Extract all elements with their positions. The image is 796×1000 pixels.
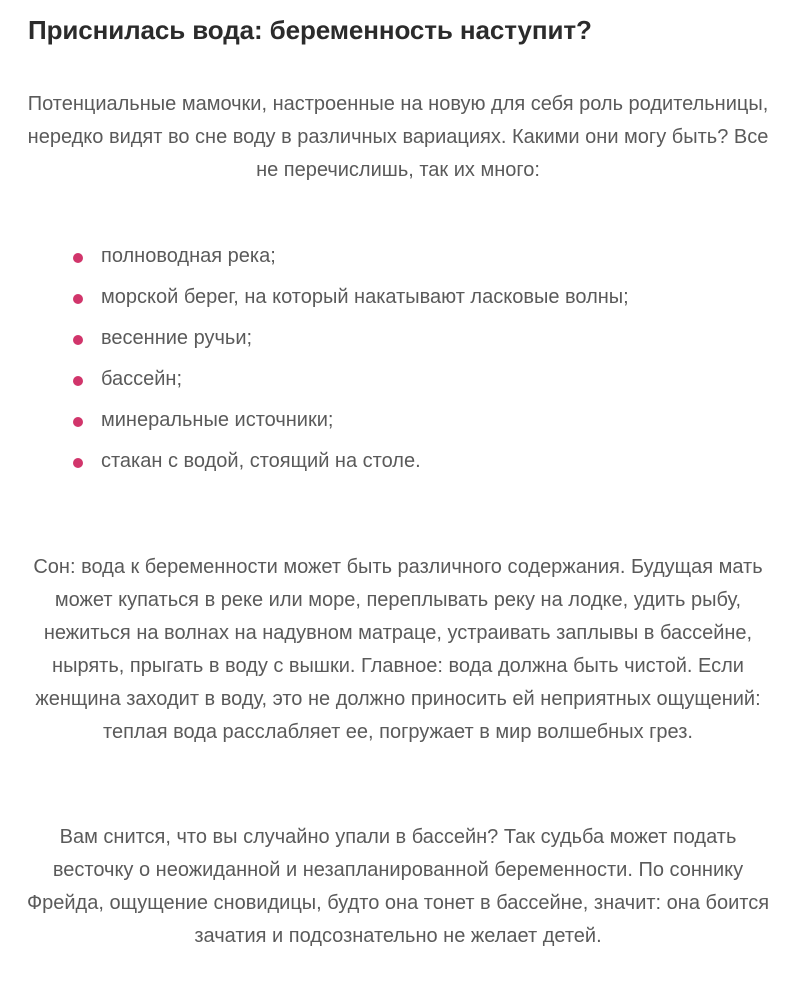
paragraph-pool-fall: Вам снится, что вы случайно упали в бассейн? Так судьба может подать весточку о неожиданной и незапланированной беременности. По соннику Фрейда, ощущение сновидицы, будто она тонет в бассейне, значит: она боится зачатия и подсознательно не желает детей.	[26, 826, 770, 947]
list-item-label: морской берег, на который накатывают ласковые волны;	[101, 286, 629, 308]
list-item	[68, 284, 768, 325]
page-title: Приснилась вода: беременность наступит?	[28, 15, 592, 45]
intro-paragraph: Потенциальные мамочки, настроенные на новую для себя роль родительницы, нередко видят во сне воду в различных вариациях. Какими они могу быть? Все не перечислишь, так их много:	[27, 93, 769, 181]
bullet-dot-icon	[73, 294, 83, 304]
bullet-dot-icon	[73, 253, 83, 263]
bullet-dot-icon	[73, 417, 83, 427]
list-item-label: полноводная река;	[101, 245, 276, 267]
list-item	[68, 407, 768, 448]
bullet-dot-icon	[73, 458, 83, 468]
list-item-label: стакан с водой, стоящий на столе.	[101, 450, 421, 472]
list-item-label: минеральные источники;	[101, 409, 334, 431]
list-item	[68, 366, 768, 407]
list-item	[68, 448, 768, 489]
list-item	[68, 243, 768, 284]
list-item	[68, 325, 768, 366]
list-item-label: весенние ручьи;	[101, 327, 253, 349]
bullet-dot-icon	[73, 376, 83, 386]
list-item-label: бассейн;	[101, 368, 183, 390]
paragraph-dream-water: Сон: вода к беременности может быть различного содержания. Будущая мать может купаться в реке или море, переплывать реку на лодке, удить рыбу, нежиться на волнах на надувном матраце, устраивать заплывы в бассейне, нырять, прыгать в воду с вышки. Главное: вода должна быть чистой. Если женщина заходит в воду, это не должно приносить ей неприятных ощущений: теплая вода расслабляет ее, погружает в мир волшебных грез.	[33, 556, 763, 743]
water-variations-list	[68, 243, 768, 489]
bullet-dot-icon	[73, 335, 83, 345]
